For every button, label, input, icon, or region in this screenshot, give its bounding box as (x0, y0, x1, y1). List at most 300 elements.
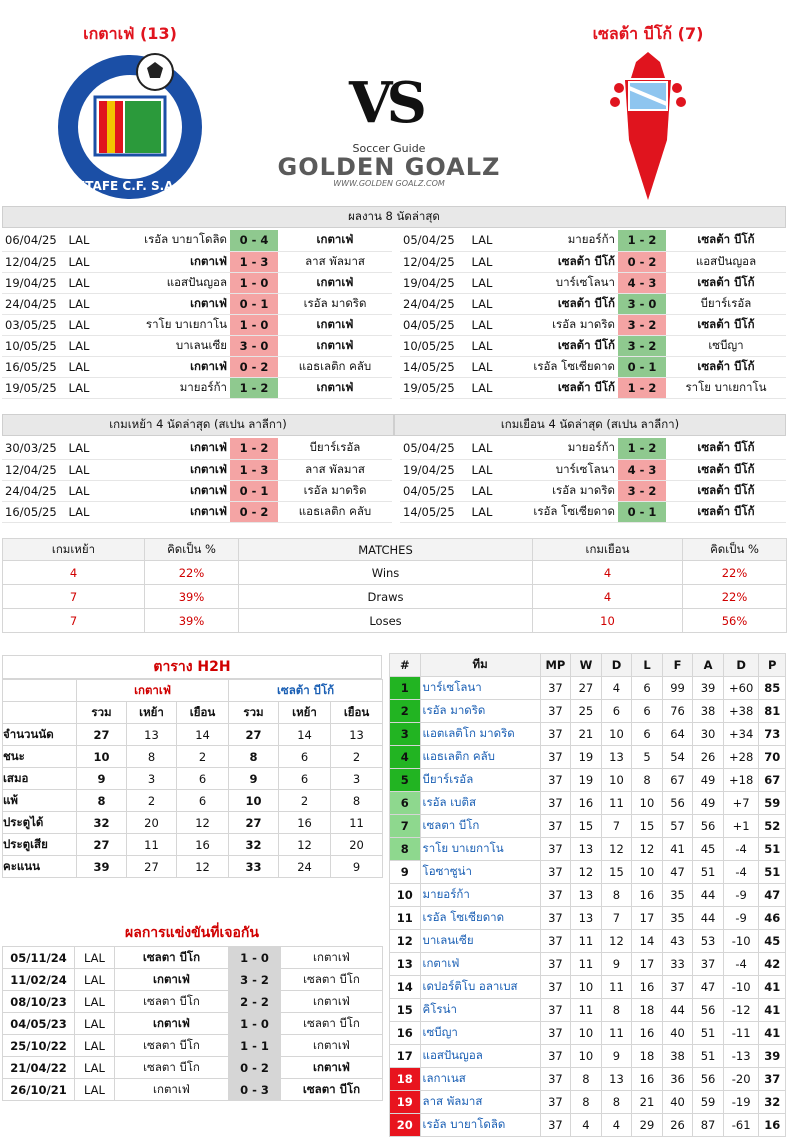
stats-cell: 22% (145, 561, 239, 585)
lost: 14 (632, 930, 663, 953)
rank: 14 (390, 976, 421, 999)
standings-row (390, 884, 786, 907)
stats-cell: 7 (3, 585, 145, 609)
standings-row (390, 861, 786, 884)
score: 3 - 2 (618, 480, 666, 501)
goal-diff: -10 (723, 976, 759, 999)
league: LAL (462, 480, 502, 501)
h2h-value: 32 (77, 812, 127, 834)
home-team: บาร์เซโลนา (502, 459, 618, 480)
h2h-value: 27 (77, 834, 127, 856)
goals-against: 56 (693, 1068, 724, 1091)
match-date: 21/04/22 (3, 1057, 75, 1079)
goal-diff: -20 (723, 1068, 759, 1091)
points: 67 (759, 769, 786, 792)
drawn: 9 (601, 1045, 632, 1068)
goals-against: 51 (693, 1045, 724, 1068)
won: 10 (571, 976, 602, 999)
away-team: เกตาเฟ่ (281, 991, 383, 1013)
drawn: 4 (601, 1114, 632, 1137)
result-row (400, 335, 786, 356)
standings-row (390, 1114, 786, 1137)
stats-cell: 39% (145, 585, 239, 609)
result-row (400, 438, 786, 459)
rank: 3 (390, 723, 421, 746)
result-row (400, 314, 786, 335)
away-venue-title: เกมเยือน 4 นัดล่าสุด (สเปน ลาลีกา) (394, 414, 786, 436)
standings-col: W (571, 654, 602, 677)
match-date: 04/05/23 (3, 1013, 75, 1035)
score: 3 - 0 (230, 335, 278, 356)
h2h-col: เยือน (177, 702, 229, 724)
h2h-label: แพ้ (3, 790, 77, 812)
team-name: คิโรน่า (420, 999, 540, 1022)
away-team: เซลต้า บีโก้ (666, 501, 786, 522)
rank: 20 (390, 1114, 421, 1137)
celta-crest (605, 50, 691, 200)
brand-name: GOLDEN GOALZ (277, 153, 501, 181)
h2h-value: 16 (177, 834, 229, 856)
result-row (400, 459, 786, 480)
home-team: มายอร์ก้า (502, 438, 618, 459)
standings-col: MP (540, 654, 571, 677)
goals-for: 36 (662, 1068, 693, 1091)
h2h-value: 6 (279, 746, 331, 768)
standings-header (390, 654, 786, 677)
match-date: 19/04/25 (400, 272, 462, 293)
standings-col: D (723, 654, 759, 677)
goals-for: 43 (662, 930, 693, 953)
home-team: เซลต้า บีโก้ (502, 251, 618, 272)
result-row (400, 377, 786, 398)
played: 37 (540, 953, 571, 976)
h2h-value: 8 (127, 746, 177, 768)
stats-cell: 10 (533, 609, 683, 633)
standings-col: L (632, 654, 663, 677)
h2h-row (3, 856, 383, 878)
stats-cell: 4 (533, 585, 683, 609)
league: LAL (75, 1079, 115, 1101)
lost: 10 (632, 861, 663, 884)
team-name: ราโย บาเยกาโน (420, 838, 540, 861)
won: 10 (571, 1022, 602, 1045)
league: LAL (462, 251, 502, 272)
played: 37 (540, 1091, 571, 1114)
home-team: เกตาเฟ่ (98, 501, 230, 522)
standings-row (390, 769, 786, 792)
standings-col: F (662, 654, 693, 677)
goals-against: 56 (693, 815, 724, 838)
score: 0 - 2 (618, 251, 666, 272)
home-team: เกตาเฟ่ (98, 438, 230, 459)
away-team: เซบีญา (666, 335, 786, 356)
goals-against: 45 (693, 838, 724, 861)
result-row (2, 501, 392, 522)
standings-col: A (693, 654, 724, 677)
h2h-value: 16 (279, 812, 331, 834)
standings-row (390, 815, 786, 838)
match-date: 04/05/25 (400, 314, 462, 335)
away-team: เซลต้า บีโก้ (666, 230, 786, 251)
home-team: เกตาเฟ่ (98, 356, 230, 377)
score: 4 - 3 (618, 272, 666, 293)
goals-against: 26 (693, 746, 724, 769)
points: 45 (759, 930, 786, 953)
played: 37 (540, 861, 571, 884)
h2h-value: 27 (127, 856, 177, 878)
h2h-row (3, 834, 383, 856)
h2h-value: 3 (331, 768, 383, 790)
goal-diff: +1 (723, 815, 759, 838)
played: 37 (540, 884, 571, 907)
team-name: เลกาเนส (420, 1068, 540, 1091)
goals-for: 47 (662, 861, 693, 884)
won: 13 (571, 838, 602, 861)
stats-cell: Wins (239, 561, 533, 585)
won: 4 (571, 1114, 602, 1137)
drawn: 7 (601, 815, 632, 838)
match-date: 10/05/25 (2, 335, 60, 356)
meeting-row (3, 1057, 383, 1079)
h2h-value: 27 (77, 724, 127, 746)
match-date: 12/04/25 (400, 251, 462, 272)
result-row (2, 293, 392, 314)
points: 51 (759, 838, 786, 861)
goal-diff: +28 (723, 746, 759, 769)
score: 0 - 1 (230, 480, 278, 501)
team-name: เรอัล บายาโดลิด (420, 1114, 540, 1137)
lost: 21 (632, 1091, 663, 1114)
team-name: แอธเลติก คลับ (420, 746, 540, 769)
points: 85 (759, 677, 786, 700)
drawn: 13 (601, 746, 632, 769)
home-venue-title: เกมเหย้า 4 นัดล่าสุด (สเปน ลาลีกา) (2, 414, 394, 436)
h2h-col: เหย้า (127, 702, 177, 724)
rank: 9 (390, 861, 421, 884)
league: LAL (60, 438, 98, 459)
standings-row (390, 953, 786, 976)
played: 37 (540, 746, 571, 769)
h2h-value: 11 (127, 834, 177, 856)
score: 1 - 2 (230, 377, 278, 398)
score: 4 - 3 (618, 459, 666, 480)
rank: 8 (390, 838, 421, 861)
away-team: เซลต้า บีโก้ (666, 272, 786, 293)
match-date: 12/04/25 (2, 459, 60, 480)
home-team: เซลตา บีโก (115, 1035, 229, 1057)
standings-row (390, 792, 786, 815)
played: 37 (540, 976, 571, 999)
played: 37 (540, 677, 571, 700)
h2h-value: 8 (331, 790, 383, 812)
home-team: เกตาเฟ่ (98, 459, 230, 480)
points: 70 (759, 746, 786, 769)
played: 37 (540, 999, 571, 1022)
away-team: ลาส พัลมาส (278, 459, 392, 480)
points: 41 (759, 1022, 786, 1045)
h2h-value: 32 (229, 834, 279, 856)
goal-diff: -12 (723, 999, 759, 1022)
h2h-col: รวม (77, 702, 127, 724)
points: 51 (759, 861, 786, 884)
score: 2 - 2 (229, 991, 281, 1013)
goals-against: 38 (693, 700, 724, 723)
standings-row (390, 907, 786, 930)
matches-stats-table (2, 538, 787, 633)
points: 41 (759, 976, 786, 999)
stats-col-header: คิดเป็น % (145, 539, 239, 561)
home-team: เกตาเฟ่ (115, 1013, 229, 1035)
goals-against: 37 (693, 953, 724, 976)
h2h-blank (3, 680, 77, 702)
won: 15 (571, 815, 602, 838)
rank: 12 (390, 930, 421, 953)
stats-row (3, 609, 787, 633)
drawn: 9 (601, 953, 632, 976)
h2h-value: 13 (331, 724, 383, 746)
points: 37 (759, 1068, 786, 1091)
h2h-value: 24 (279, 856, 331, 878)
played: 37 (540, 1045, 571, 1068)
away-team: ลาส พัลมาส (278, 251, 392, 272)
meeting-row (3, 1079, 383, 1101)
goals-for: 37 (662, 976, 693, 999)
home-team: เซลตา บีโก (115, 1057, 229, 1079)
points: 47 (759, 884, 786, 907)
away-team: บียาร์เรอัล (278, 438, 392, 459)
goals-against: 59 (693, 1091, 724, 1114)
away-team: เซลตา บีโก (281, 1013, 383, 1035)
score: 1 - 2 (618, 377, 666, 398)
standings-row (390, 976, 786, 999)
team-name: แอตเลติโก มาดริด (420, 723, 540, 746)
away-team-title: เซลต้า บีโก้ (7) (592, 24, 704, 43)
league: LAL (60, 230, 98, 251)
goals-for: 99 (662, 677, 693, 700)
score: 1 - 0 (230, 272, 278, 293)
h2h-value: 2 (279, 790, 331, 812)
h2h-value: 2 (127, 790, 177, 812)
home-team: เรอัล มาดริด (502, 314, 618, 335)
league: LAL (60, 314, 98, 335)
away-team: เกตาเฟ่ (278, 335, 392, 356)
h2h-value: 10 (229, 790, 279, 812)
home-team: เกตาเฟ่ (115, 1079, 229, 1101)
result-row (2, 230, 392, 251)
team-name: บาเลนเซีย (420, 930, 540, 953)
drawn: 11 (601, 976, 632, 999)
league: LAL (462, 335, 502, 356)
team-name: บียาร์เรอัล (420, 769, 540, 792)
away-team: เรอัล มาดริด (278, 480, 392, 501)
drawn: 8 (601, 884, 632, 907)
away-team: ราโย บาเยกาโน (666, 377, 786, 398)
home-team: มายอร์ก้า (502, 230, 618, 251)
getafe-crest (55, 52, 205, 202)
score: 0 - 4 (230, 230, 278, 251)
home-team: เกตาเฟ่ (98, 293, 230, 314)
h2h-label: ประตูเสีย (3, 834, 77, 856)
standings-row (390, 1022, 786, 1045)
h2h-value: 12 (177, 812, 229, 834)
meetings-title: ผลการแข่งขันที่เจอกัน (125, 925, 259, 941)
drawn: 10 (601, 723, 632, 746)
league: LAL (75, 1013, 115, 1035)
match-date: 19/05/25 (400, 377, 462, 398)
away-team: แอสปันญอล (666, 251, 786, 272)
home-team: เซลต้า บีโก้ (502, 377, 618, 398)
goal-diff: -10 (723, 930, 759, 953)
league: LAL (462, 230, 502, 251)
stats-cell: 7 (3, 609, 145, 633)
score: 0 - 2 (229, 1057, 281, 1079)
league: LAL (60, 272, 98, 293)
goals-against: 51 (693, 861, 724, 884)
match-date: 19/04/25 (400, 459, 462, 480)
league: LAL (60, 335, 98, 356)
h2h-title: ตาราง H2H (2, 655, 382, 679)
rank: 13 (390, 953, 421, 976)
h2h-value: 12 (279, 834, 331, 856)
played: 37 (540, 838, 571, 861)
standings-row (390, 838, 786, 861)
rank: 10 (390, 884, 421, 907)
goals-against: 49 (693, 792, 724, 815)
lost: 6 (632, 677, 663, 700)
result-row (400, 501, 786, 522)
goals-against: 47 (693, 976, 724, 999)
team-name: เรอัล เบติส (420, 792, 540, 815)
won: 8 (571, 1068, 602, 1091)
score: 3 - 2 (618, 335, 666, 356)
h2h-value: 20 (127, 812, 177, 834)
goals-for: 38 (662, 1045, 693, 1068)
match-date: 03/05/25 (2, 314, 60, 335)
home-team: เซลตา บีโก (115, 947, 229, 969)
goals-against: 39 (693, 677, 724, 700)
h2h-value: 13 (127, 724, 177, 746)
brand-url: WWW.GOLDEN GOALZ.COM (333, 179, 445, 188)
h2h-value: 6 (177, 790, 229, 812)
goal-diff: -61 (723, 1114, 759, 1137)
score: 3 - 2 (618, 314, 666, 335)
match-date: 05/11/24 (3, 947, 75, 969)
h2h-value: 14 (279, 724, 331, 746)
getafe-crest-text: GETAFE C.F. S.A.D. (67, 179, 193, 193)
team-name: แอสปันญอล (420, 1045, 540, 1068)
meeting-row (3, 991, 383, 1013)
lost: 16 (632, 1022, 663, 1045)
h2h-col: รวม (229, 702, 279, 724)
match-date: 10/05/25 (400, 335, 462, 356)
home-team: เรอัล บายาโดลิด (98, 230, 230, 251)
won: 13 (571, 884, 602, 907)
away-team: เรอัล มาดริด (278, 293, 392, 314)
team-name: เซบีญา (420, 1022, 540, 1045)
goal-diff: -11 (723, 1022, 759, 1045)
match-date: 05/04/25 (400, 438, 462, 459)
match-date: 16/05/25 (2, 501, 60, 522)
won: 11 (571, 953, 602, 976)
match-date: 16/05/25 (2, 356, 60, 377)
home-team: มายอร์ก้า (98, 377, 230, 398)
goals-against: 30 (693, 723, 724, 746)
standings-row (390, 1045, 786, 1068)
rank: 2 (390, 700, 421, 723)
result-row (2, 251, 392, 272)
away-team: บียาร์เรอัล (666, 293, 786, 314)
brand-top: Soccer Guide (352, 142, 426, 155)
played: 37 (540, 1068, 571, 1091)
standings-col: ทีม (420, 654, 540, 677)
result-row (2, 335, 392, 356)
score: 0 - 2 (230, 501, 278, 522)
played: 37 (540, 930, 571, 953)
league: LAL (60, 356, 98, 377)
away-team: เซลต้า บีโก้ (666, 356, 786, 377)
h2h-table (2, 679, 383, 902)
drawn: 7 (601, 907, 632, 930)
played: 37 (540, 723, 571, 746)
result-row (400, 251, 786, 272)
stats-cell: 4 (533, 561, 683, 585)
home-team: เรอัล โซเซียดาด (502, 501, 618, 522)
goal-diff: +18 (723, 769, 759, 792)
away-team: เกตาเฟ่ (278, 314, 392, 335)
lost: 10 (632, 792, 663, 815)
brand-logo (258, 142, 520, 192)
match-date: 24/04/25 (2, 480, 60, 501)
score: 0 - 1 (618, 501, 666, 522)
points: 46 (759, 907, 786, 930)
won: 27 (571, 677, 602, 700)
team-name: เซลตา บีโก (420, 815, 540, 838)
away-team: เซลต้า บีโก้ (666, 438, 786, 459)
meeting-row (3, 969, 383, 991)
league: LAL (462, 314, 502, 335)
goals-for: 57 (662, 815, 693, 838)
stats-row (3, 561, 787, 585)
home-team: เรอัล โซเซียดาด (502, 356, 618, 377)
stats-cell: Draws (239, 585, 533, 609)
won: 25 (571, 700, 602, 723)
goal-diff: -13 (723, 1045, 759, 1068)
won: 11 (571, 930, 602, 953)
lost: 17 (632, 907, 663, 930)
league: LAL (75, 969, 115, 991)
away-team: เซลต้า บีโก้ (666, 459, 786, 480)
standings-row (390, 930, 786, 953)
goals-against: 51 (693, 1022, 724, 1045)
away-team: แอธเลติก คลับ (278, 356, 392, 377)
h2h-col: เยือน (331, 702, 383, 724)
played: 37 (540, 792, 571, 815)
result-row (2, 377, 392, 398)
home-team: ราโย บาเยกาโน (98, 314, 230, 335)
h2h-label: จำนวนนัด (3, 724, 77, 746)
goals-for: 64 (662, 723, 693, 746)
away-venue-table (400, 438, 786, 523)
drawn: 10 (601, 769, 632, 792)
home-team: เรอัล มาดริด (502, 480, 618, 501)
goals-against: 53 (693, 930, 724, 953)
away-team: เกตาเฟ่ (278, 230, 392, 251)
result-row (400, 293, 786, 314)
result-row (2, 314, 392, 335)
drawn: 8 (601, 999, 632, 1022)
lost: 8 (632, 769, 663, 792)
score: 1 - 3 (230, 251, 278, 272)
